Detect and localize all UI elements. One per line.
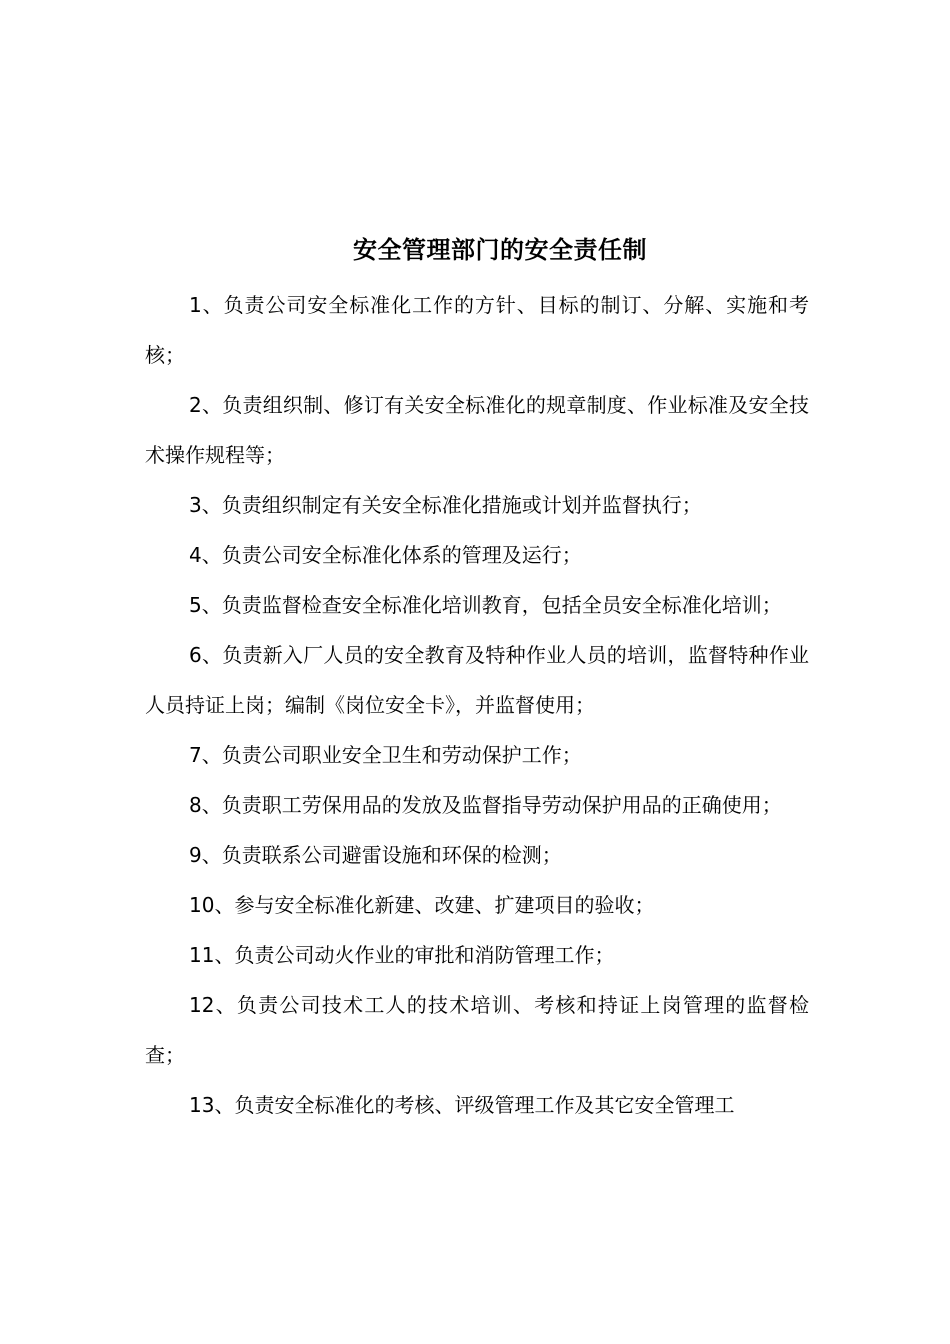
responsibility-item-1: 1、负责公司安全标准化工作的方针、目标的制订、分解、实施和考核； bbox=[145, 293, 809, 367]
responsibility-item-4: 4、负责公司安全标准化体系的管理及运行； bbox=[189, 543, 582, 567]
responsibility-item-12: 12、负责公司技术工人的技术培训、考核和持证上岗管理的监督检查； bbox=[145, 993, 809, 1067]
responsibility-item-11: 11、负责公司动火作业的审批和消防管理工作； bbox=[189, 943, 615, 967]
document-body bbox=[145, 280, 809, 1130]
document-title: 安全管理部门的安全责任制 bbox=[353, 236, 647, 264]
responsibility-item-6: 6、负责新入厂人员的安全教育及特种作业人员的培训，监督特种作业人员持证上岗；编制《岗位安全卡》，并监督使用； bbox=[145, 643, 809, 717]
responsibility-item-2: 2、负责组织制、修订有关安全标准化的规章制度、作业标准及安全技术操作规程等； bbox=[145, 393, 809, 467]
responsibility-item-3: 3、负责组织制定有关安全标准化措施或计划并监督执行； bbox=[189, 493, 702, 517]
responsibility-item-5: 5、负责监督检查安全标准化培训教育，包括全员安全标准化培训； bbox=[189, 593, 782, 617]
responsibility-item-7: 7、负责公司职业安全卫生和劳动保护工作； bbox=[189, 743, 582, 767]
responsibility-item-13: 13、负责安全标准化的考核、评级管理工作及其它安全管理工 bbox=[189, 1093, 735, 1117]
responsibility-item-9: 9、负责联系公司避雷设施和环保的检测； bbox=[189, 843, 562, 867]
responsibility-item-8: 8、负责职工劳保用品的发放及监督指导劳动保护用品的正确使用； bbox=[189, 793, 782, 817]
responsibility-item-10: 10、参与安全标准化新建、改建、扩建项目的验收； bbox=[189, 893, 655, 917]
